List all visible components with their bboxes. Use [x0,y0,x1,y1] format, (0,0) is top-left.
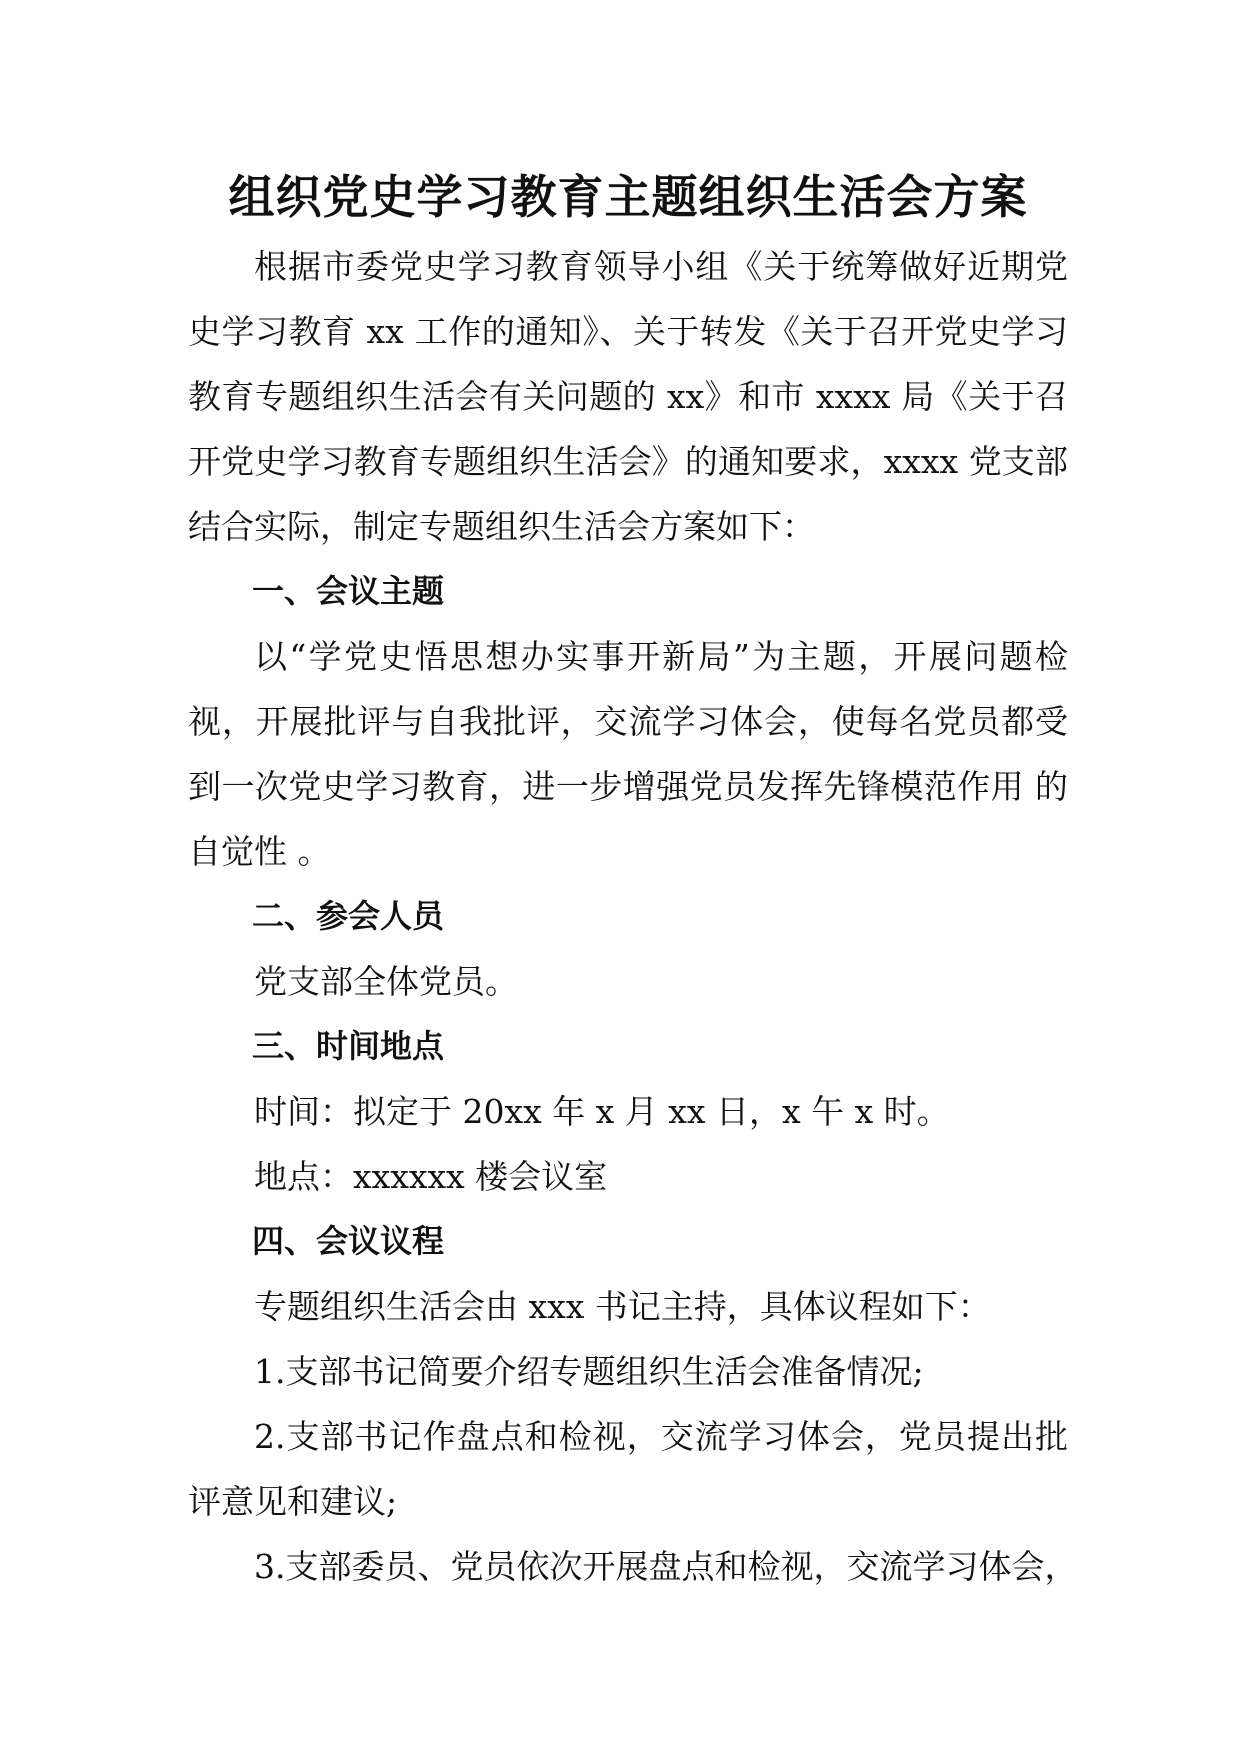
agenda-item: 3.支部委员、党员依次开展盘点和检视，交流学习体会， [254,1547,1078,1586]
section-heading-attendees: 二、参会人员 [252,897,445,935]
theme-paragraph: 以“学党史悟思想办实事开新局”为主题，开展问题检视，开展批评与自我批评，交流学习体会，使每名党员都受到一次党史学习教育，进一步增强党员发挥先锋模范作用 的自觉性 。 [188,637,1068,871]
section-heading-agenda: 四、会议议程 [252,1222,445,1260]
agenda-intro: 专题组织生活会由 xxx 书记主持，具体议程如下： [254,1287,991,1326]
agenda-item: 2.支部书记作盘点和检视，交流学习体会，党员提出批评意见和建议; [188,1417,1068,1521]
place-text: 地点：xxxxxx 楼会议室 [254,1157,608,1196]
document-title: 组织党史学习教育主题组织生活会方案 [228,170,1028,224]
intro-paragraph: 根据市委党史学习教育领导小组《关于统筹做好近期党史学习教育 xx 工作的通知》、关于转发《关于召开党史学习教育专题组织生活会有关问题的 xx》和市 xxxx 局《关于召开党史学习教育专题组织生活会》的通知要求，xxxx 党支部结合实际，制定专题组织生活会方案如下： [188,247,1068,546]
section-heading-time-place: 三、时间地点 [252,1027,445,1065]
time-text: 时间：拟定于 20xx 年 x 月 xx 日，x 午 x 时。 [254,1092,950,1131]
document-page [188,160,1078,1599]
agenda-item: 1.支部书记简要介绍专题组织生活会准备情况; [254,1352,924,1391]
attendees-text: 党支部全体党员。 [254,962,518,1001]
section-heading-theme: 一、会议主题 [252,572,445,610]
